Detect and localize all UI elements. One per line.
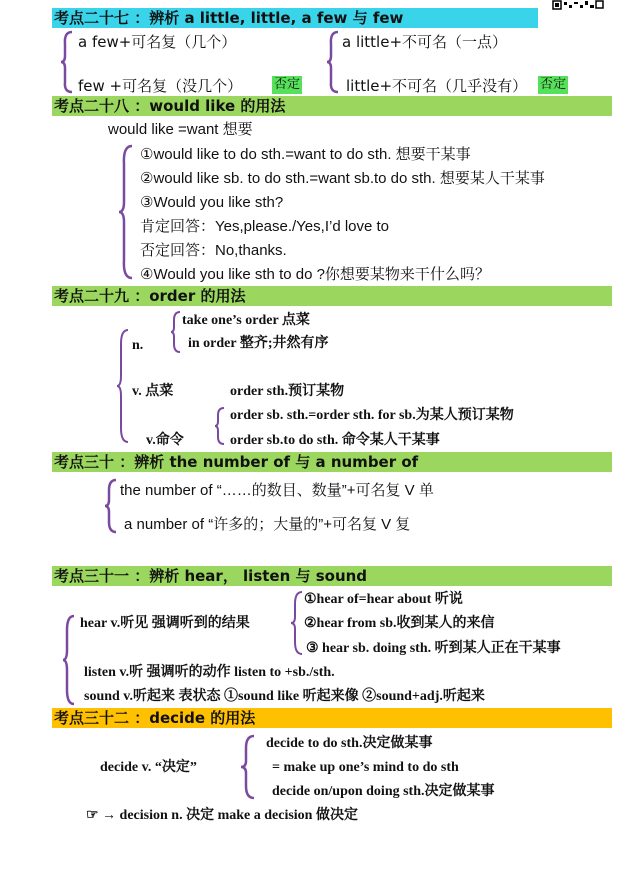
decide-label: decide v. “决定” [100, 760, 197, 775]
bracket-icon [240, 734, 256, 800]
would-like-rule-3: ③Would you like sth? [140, 194, 284, 211]
order-noun-1: take one’s order 点菜 [182, 313, 310, 328]
section-27-title: 考点二十七 ：辨析 a little, little, a few 与 few [54, 9, 404, 27]
order-verb-2: order sb. sth.=order sth. for sb.为某人预订某物 [230, 408, 514, 423]
section-32-title: 考点三十二 ：decide 的用法 [54, 709, 256, 727]
bracket-icon [60, 30, 74, 94]
bracket-icon [290, 590, 304, 656]
section-30-title: 考点三十 ：辨析 the number of 与 a number of [54, 453, 419, 471]
order-verb-1: order sth.预订某物 [230, 384, 345, 399]
decide-rule-1: decide to do sth.决定做某事 [266, 736, 433, 751]
negative-tag: 否定 [540, 77, 567, 92]
would-like-rule-2: ②would like sb. to do sth.=want sb.to do sth. 想要某人干某事 [140, 170, 545, 187]
decision-noun: ☞ → decision n. 决定 make a decision 做决定 [86, 808, 358, 823]
order-verb-label: v. 点菜 [132, 384, 174, 399]
decide-rule-2: = make up one’s mind to do sth [272, 760, 459, 775]
bracket-icon [170, 310, 182, 354]
would-like-intro: would like =want 想要 [108, 121, 253, 138]
hear-definition: hear v.听见 强调听到的结果 [80, 616, 250, 631]
order-noun-2: in order 整齐;井然有序 [188, 336, 329, 351]
would-like-rule-1: ①would like to do sth.=want to do sth. 想要干某事 [140, 146, 471, 163]
affirmative-answer: 肯定回答：Yes,please./Yes,I’d love to [140, 218, 390, 235]
a-number-of-rule: a number of “许多的；大量的”+可名复 V 复 [124, 516, 411, 533]
section-29-title: 考点二十九 ：order 的用法 [54, 287, 246, 305]
bracket-icon [214, 406, 226, 446]
order-noun-label: n. [132, 338, 144, 353]
would-like-rule-4: ④Would you like sth to do ?你想要某物来干什么吗？ [140, 266, 490, 283]
hear-of-rule: ①hear of=hear about 听说 [304, 592, 463, 607]
bracket-icon [326, 30, 340, 94]
order-verb-command-label: v.命令 [146, 433, 184, 448]
bracket-icon [62, 614, 76, 706]
sound-definition: sound v.听起来 表状态 ①sound like 听起来像 ②sound+adj.听起来 [84, 689, 485, 704]
hear-from-rule: ②hear from sb.收到某人的来信 [304, 616, 495, 631]
negative-answer: 否定回答：No,thanks. [140, 242, 287, 259]
section-31-title: 考点三十一 ：辨析 hear， listen 与 sound [54, 567, 368, 585]
section-28-title: 考点二十八 ：would like 的用法 [54, 97, 286, 115]
the-number-of-rule: the number of “……的数目、数量”+可名复 V 单 [120, 482, 434, 499]
hear-doing-rule: ③ hear sb. doing sth. 听到某人正在干某事 [306, 641, 561, 656]
decide-rule-3: decide on/upon doing sth.决定做某事 [272, 784, 495, 799]
negative-tag: 否定 [274, 77, 301, 92]
bracket-icon [104, 478, 118, 534]
bracket-icon [116, 328, 130, 444]
little-rule: little+不可名（几乎没有） [346, 77, 528, 95]
few-rule: few +可名复（没几个） [78, 77, 243, 95]
bracket-icon [118, 144, 134, 280]
order-verb-3: order sb.to do sth. 命令某人干某事 [230, 433, 440, 448]
a-few-rule: a few+可名复（几个） [78, 33, 237, 51]
listen-definition: listen v.听 强调听的动作 listen to +sb./sth. [84, 665, 335, 680]
qr-code-icon [552, 0, 604, 10]
a-little-rule: a little+不可名（一点） [342, 33, 508, 51]
